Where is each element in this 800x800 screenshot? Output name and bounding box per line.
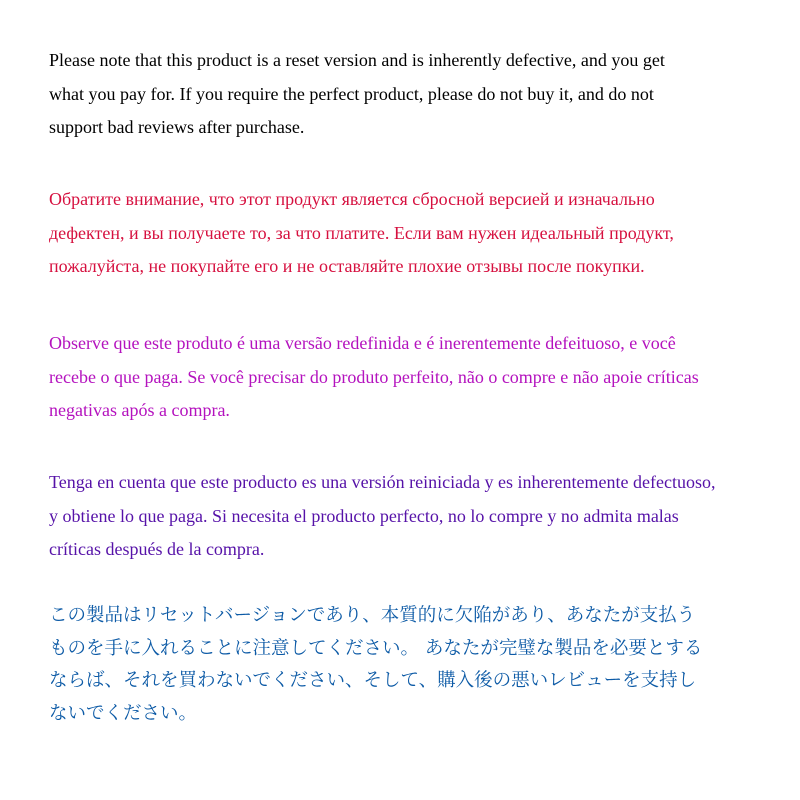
notice-portuguese: Observe que este produto é uma versão redefinida e é inerentemente defeituoso, e você recebe o que paga. Se você precisar do produto perfeito, não o compre e não apoie críticas negativas após a compra.: [49, 333, 699, 420]
notice-english: Please note that this product is a reset version and is inherently defective, and you get what you pay for. If you require the perfect product, please do not buy it, and do not support bad reviews after purchase.: [49, 50, 665, 137]
notice-spanish: Tenga en cuenta que este producto es una versión reiniciada y es inherentemente defectuoso, y obtiene lo que paga. Si necesita el producto perfecto, no lo compre y no admita malas críticas después de la compra.: [49, 472, 716, 559]
notice-japanese: この製品はリセットバージョンであり、本質的に欠陥があり、あなたが支払う ものを手に入れることに注意してください。 あなたが完璧な製品を必要とする ならば、それを買わないでください、そして、購入後の悪いレビューを支持し ないでください。: [49, 605, 703, 724]
notice-russian: Обратите внимание, что этот продукт является сбросной версией и изначально дефектен, и вы получаете то, за что платите. Если вам нужен идеальный продукт, пожалуйста, не покупайте его и не оставляйте плохие отзывы после покупки.: [49, 189, 674, 276]
